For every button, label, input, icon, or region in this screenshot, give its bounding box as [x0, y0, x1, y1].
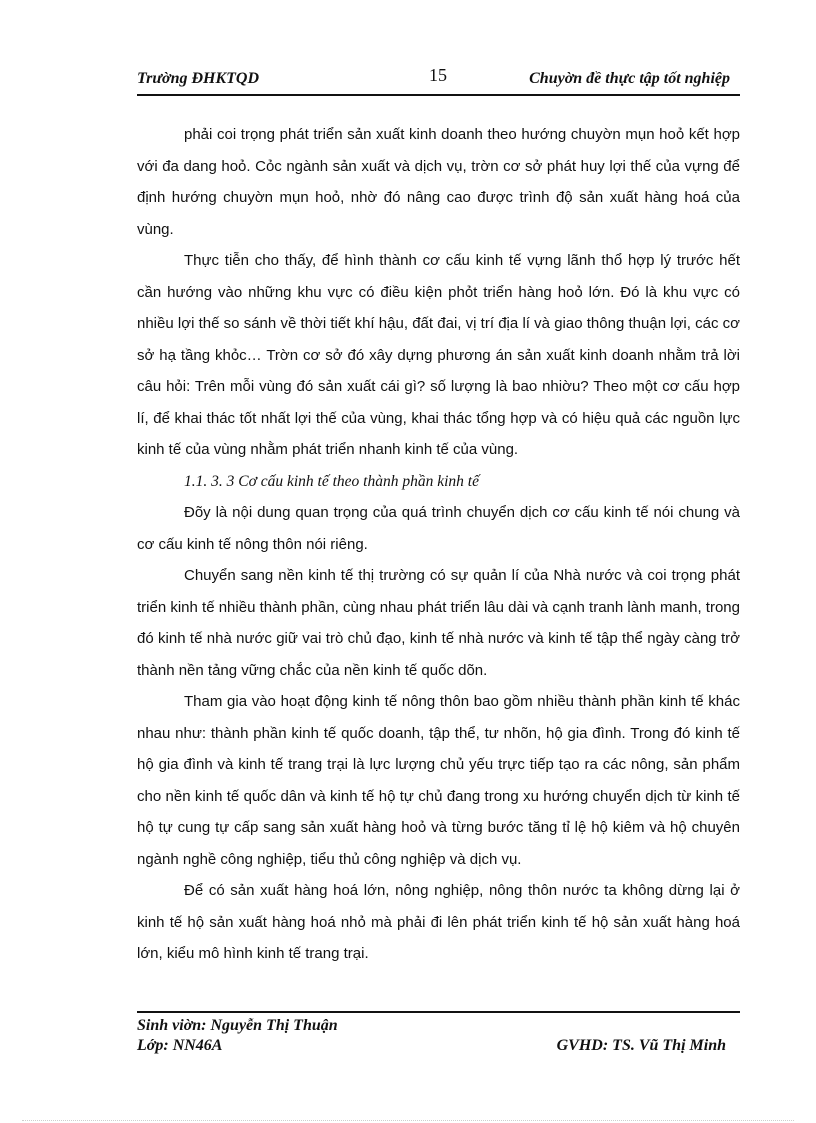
paragraph-2: Thực tiễn cho thấy, để hình thành cơ cấu kinh tế vựng lãnh thổ hợp lý trước hết cần hướng vào những khu vực có điều kiện phỏt triển hàng hoỏ lớn. Đó là khu vực có nhiều lợi thế so sánh về thời tiết khí hậu, đất đai, vị trí địa lí và giao thông thuận lợi, các cơ sở hạ tầng khỏc… Trờn cơ sở đó xây dựng phương án sản xuất kinh doanh nhằm trả lời câu hỏi: Trên mỗi vùng đó sản xuất cái gì? số lượng là bao nhiờu? Theo một cơ cấu hợp lí, để khai thác tốt nhất lợi thế của vùng, khai thác tổng hợp và có hiệu quả các nguồn lực kinh tế của vùng nhằm phát triển nhanh kinh tế của vùng. — [137, 252, 740, 458]
footer-class: Lớp: NN46A — [137, 1037, 223, 1054]
footer-advisor: GVHD: TS. Vũ Thị Minh — [556, 1037, 726, 1054]
paragraph-3: Đõy là nội dung quan trọng của quá trình chuyển dịch cơ cấu kinh tế nói chung và cơ cấu kinh tế nông thôn nói riêng. — [137, 504, 740, 553]
page-footer — [137, 1011, 740, 1054]
page-bottom-divider — [22, 1120, 794, 1121]
paragraph-1: phải coi trọng phát triển sản xuất kinh doanh theo hướng chuyờn mụn hoỏ kết hợp với đa dang hoỏ. Cỏc ngành sản xuất và dịch vụ, trờn cơ sở phát huy lợi thế của vựng để định hướng chuyờn mụn hoỏ, nhờ đó nâng cao được trình độ sản xuất hàng hoá của vùng. — [137, 126, 740, 238]
section-heading: 1.1. 3. 3 Cơ cấu kinh tế theo thành phần kinh tế — [184, 472, 479, 490]
header-title: Chuyờn đề thực tập tốt nghiệp — [529, 70, 730, 87]
page-number: 15 — [429, 65, 447, 85]
main-body — [137, 119, 740, 970]
footer-student: Sinh viờn: Nguyễn Thị Thuận — [137, 1017, 338, 1034]
paragraph-5: Tham gia vào hoạt động kinh tế nông thôn bao gồm nhiều thành phần kinh tế khác nhau như: thành phần kinh tế quốc doanh, tập thể, tư nhõn, hộ gia đình. Trong đó kinh tế hộ gia đình và kinh tế trang trại là lực lượng chủ yếu trực tiếp tạo ra các nông, sản phẩm cho nền kinh tế quốc dân và kinh tế hộ tự chủ đang trong xu hướng chuyển dịch từ kinh tế hộ tự cung tự cấp sang sản xuất hàng hoỏ và từng bước tăng tỉ lệ hộ kiêm và hộ chuyên ngành nghề công nghiệp, tiểu thủ công nghiệp và dịch vụ. — [137, 693, 740, 868]
paragraph-6: Để có sản xuất hàng hoá lớn, nông nghiệp, nông thôn nước ta không dừng lại ở kinh tế hộ sản xuất hàng hoá nhỏ mà phải đi lên phát triển kinh tế hộ sản xuất hàng hoá lớn, kiểu mô hình kinh tế trang trại. — [137, 882, 740, 962]
header-school: Trường ĐHKTQD — [137, 70, 260, 87]
paragraph-4: Chuyển sang nền kinh tế thị trường có sự quản lí của Nhà nước và coi trọng phát triển kinh tế nhiều thành phần, cùng nhau phát triển lâu dài và cạnh tranh lành manh, trong đó kinh tế nhà nước giữ vai trò chủ đạo, kinh tế nhà nước và kinh tế tập thể ngày càng trở thành nền tảng vững chắc của nền kinh tế quốc dõn. — [137, 567, 740, 679]
page-header — [137, 64, 740, 96]
